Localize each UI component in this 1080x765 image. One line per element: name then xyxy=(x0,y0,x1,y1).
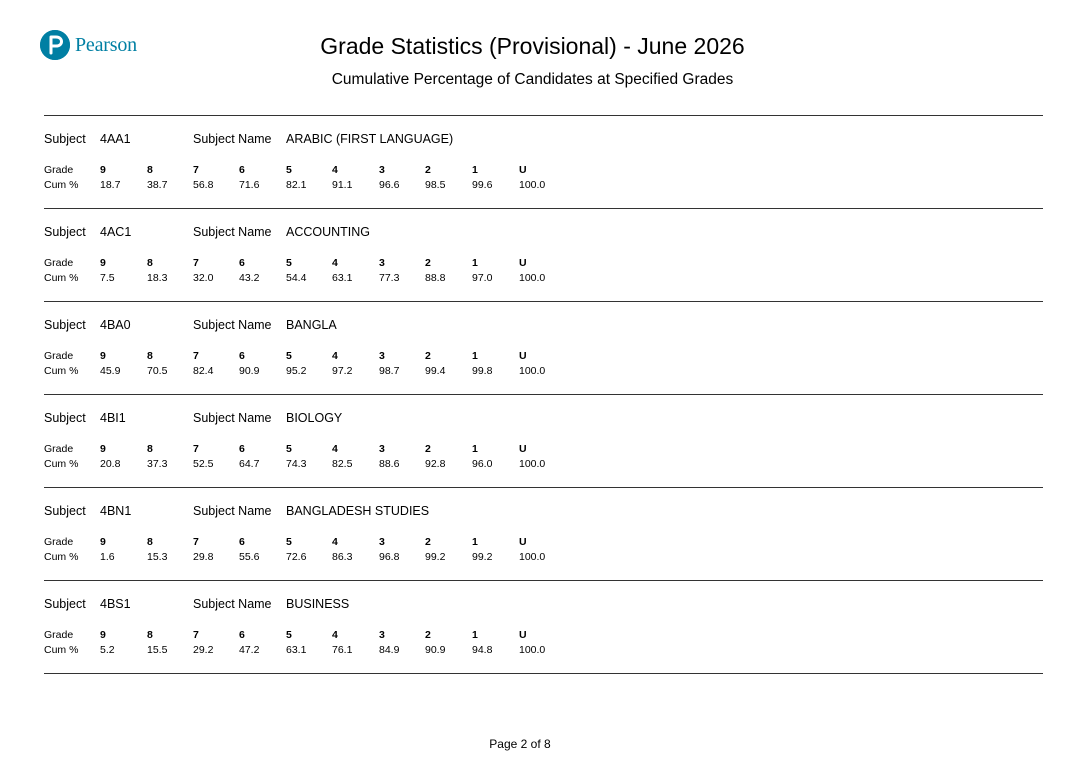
grade-header-cell: 1 xyxy=(472,443,478,455)
subject-code: 4BN1 xyxy=(100,504,132,518)
cum-percent-cell: 56.8 xyxy=(193,179,214,191)
subject-name-label: Subject Name xyxy=(193,132,272,146)
cum-percent-cell: 29.2 xyxy=(193,644,214,656)
grade-header-cell: 5 xyxy=(286,629,292,641)
grade-header-cell: 2 xyxy=(425,629,431,641)
cum-percent-cell: 20.8 xyxy=(100,458,121,470)
subject-code: 4BS1 xyxy=(100,597,131,611)
cum-percent-cell: 45.9 xyxy=(100,365,121,377)
subject-name-label: Subject Name xyxy=(193,225,272,239)
cum-percent-cell: 91.1 xyxy=(332,179,353,191)
cum-percent-cell: 63.1 xyxy=(286,644,307,656)
subject-name: BANGLADESH STUDIES xyxy=(286,504,430,518)
cum-percent-cell: 97.0 xyxy=(472,272,493,284)
page-title: Grade Statistics (Provisional) - June 2026 xyxy=(320,33,745,59)
grade-header-cell: 1 xyxy=(472,164,478,176)
cum-percent-cell: 64.7 xyxy=(239,458,260,470)
grade-header-cell: 2 xyxy=(425,443,431,455)
cum-percent-cell: 99.6 xyxy=(472,179,493,191)
grade-header-cell: U xyxy=(519,164,527,176)
cum-percent-cell: 86.3 xyxy=(332,551,353,563)
cum-percent-cell: 52.5 xyxy=(193,458,214,470)
cum-percent-cell: 43.2 xyxy=(239,272,260,284)
subject-block xyxy=(44,302,1043,395)
divider xyxy=(44,673,1043,674)
grade-header-cell: 4 xyxy=(332,350,338,362)
grade-header-cell: 8 xyxy=(147,257,153,269)
subject-label: Subject xyxy=(44,318,86,332)
subject-name: ACCOUNTING xyxy=(286,225,371,239)
subject-name-label: Subject Name xyxy=(193,318,272,332)
cum-percent-cell: 100.0 xyxy=(519,458,546,470)
pearson-logo xyxy=(40,30,137,60)
grade-header-cell: 4 xyxy=(332,629,338,641)
grade-header-cell: 6 xyxy=(239,629,245,641)
pearson-logo-icon xyxy=(40,30,70,60)
page-number: Page 2 of 8 xyxy=(489,737,551,751)
cum-percent-cell: 76.1 xyxy=(332,644,353,656)
cum-percent-cell: 18.3 xyxy=(147,272,168,284)
subject-name: ARABIC (FIRST LANGUAGE) xyxy=(286,132,454,146)
cum-percent-cell: 29.8 xyxy=(193,551,214,563)
cum-percent-cell: 99.2 xyxy=(425,551,446,563)
cum-percent-cell: 71.6 xyxy=(239,179,260,191)
subject-code: 4BI1 xyxy=(100,411,126,425)
cum-percent-cell: 94.8 xyxy=(472,644,493,656)
grade-header-cell: 6 xyxy=(239,350,245,362)
cum-percent-cell: 82.5 xyxy=(332,458,353,470)
cum-percent-cell: 100.0 xyxy=(519,272,546,284)
cum-percent-label: Cum % xyxy=(44,458,79,470)
grade-header-cell: 7 xyxy=(193,350,199,362)
grade-header-cell: 5 xyxy=(286,350,292,362)
subject-name-label: Subject Name xyxy=(193,411,272,425)
grade-header-cell: 8 xyxy=(147,350,153,362)
grade-header-cell: 9 xyxy=(100,350,106,362)
grade-label: Grade xyxy=(44,443,74,455)
cum-percent-cell: 90.9 xyxy=(239,365,260,377)
cum-percent-cell: 100.0 xyxy=(519,365,546,377)
cum-percent-cell: 1.6 xyxy=(100,551,115,563)
grade-header-cell: 7 xyxy=(193,443,199,455)
subject-block xyxy=(44,581,1043,674)
subject-block xyxy=(44,488,1043,581)
subject-block xyxy=(44,209,1043,302)
grade-label: Grade xyxy=(44,536,74,548)
grade-header-cell: 3 xyxy=(379,629,385,641)
cum-percent-cell: 92.8 xyxy=(425,458,446,470)
cum-percent-label: Cum % xyxy=(44,272,79,284)
grade-header-cell: 1 xyxy=(472,536,478,548)
cum-percent-cell: 99.2 xyxy=(472,551,493,563)
cum-percent-cell: 96.6 xyxy=(379,179,400,191)
cum-percent-cell: 72.6 xyxy=(286,551,307,563)
grade-header-cell: 1 xyxy=(472,629,478,641)
cum-percent-label: Cum % xyxy=(44,179,79,191)
page-subtitle: Cumulative Percentage of Candidates at Specified Grades xyxy=(331,71,734,88)
cum-percent-cell: 99.8 xyxy=(472,365,493,377)
cum-percent-cell: 7.5 xyxy=(100,272,115,284)
cum-percent-cell: 100.0 xyxy=(519,179,546,191)
grade-header-cell: 9 xyxy=(100,536,106,548)
cum-percent-cell: 32.0 xyxy=(193,272,214,284)
cum-percent-cell: 82.4 xyxy=(193,365,214,377)
cum-percent-cell: 97.2 xyxy=(332,365,353,377)
cum-percent-cell: 15.3 xyxy=(147,551,168,563)
grade-header-cell: 6 xyxy=(239,443,245,455)
grade-label: Grade xyxy=(44,257,74,269)
grade-header-cell: U xyxy=(519,629,527,641)
cum-percent-cell: 54.4 xyxy=(286,272,307,284)
cum-percent-cell: 100.0 xyxy=(519,551,546,563)
grade-header-cell: 3 xyxy=(379,536,385,548)
grade-header-cell: 5 xyxy=(286,164,292,176)
subject-name-label: Subject Name xyxy=(193,597,272,611)
cum-percent-cell: 5.2 xyxy=(100,644,115,656)
pearson-logo-text: Pearson xyxy=(75,33,137,56)
grade-header-cell: 5 xyxy=(286,257,292,269)
grade-header-cell: 5 xyxy=(286,443,292,455)
cum-percent-cell: 99.4 xyxy=(425,365,446,377)
grade-label: Grade xyxy=(44,350,74,362)
cum-percent-label: Cum % xyxy=(44,551,79,563)
subject-code: 4AC1 xyxy=(100,225,132,239)
grade-header-cell: 3 xyxy=(379,350,385,362)
cum-percent-cell: 77.3 xyxy=(379,272,400,284)
cum-percent-cell: 70.5 xyxy=(147,365,168,377)
subject-label: Subject xyxy=(44,597,86,611)
cum-percent-cell: 96.8 xyxy=(379,551,400,563)
grade-header-cell: 9 xyxy=(100,443,106,455)
grade-header-cell: 3 xyxy=(379,443,385,455)
grade-label: Grade xyxy=(44,164,74,176)
grade-header-cell: U xyxy=(519,536,527,548)
grade-header-cell: U xyxy=(519,443,527,455)
grade-header-cell: 4 xyxy=(332,164,338,176)
grade-header-cell: 6 xyxy=(239,257,245,269)
grade-header-cell: 2 xyxy=(425,164,431,176)
grade-header-cell: 2 xyxy=(425,257,431,269)
subject-label: Subject xyxy=(44,504,86,518)
grade-header-cell: 5 xyxy=(286,536,292,548)
grade-header-cell: 1 xyxy=(472,257,478,269)
cum-percent-cell: 74.3 xyxy=(286,458,307,470)
grade-header-cell: U xyxy=(519,257,527,269)
cum-percent-cell: 90.9 xyxy=(425,644,446,656)
grade-header-cell: 8 xyxy=(147,536,153,548)
subject-code: 4AA1 xyxy=(100,132,131,146)
cum-percent-cell: 47.2 xyxy=(239,644,260,656)
grade-header-cell: 7 xyxy=(193,629,199,641)
subject-block xyxy=(44,116,1043,209)
cum-percent-cell: 98.7 xyxy=(379,365,400,377)
grade-header-cell: 2 xyxy=(425,350,431,362)
cum-percent-cell: 15.5 xyxy=(147,644,168,656)
cum-percent-cell: 88.8 xyxy=(425,272,446,284)
subject-label: Subject xyxy=(44,225,86,239)
grade-header-cell: 9 xyxy=(100,164,106,176)
subject-code: 4BA0 xyxy=(100,318,131,332)
cum-percent-label: Cum % xyxy=(44,644,79,656)
cum-percent-cell: 95.2 xyxy=(286,365,307,377)
grade-header-cell: 6 xyxy=(239,164,245,176)
cum-percent-cell: 98.5 xyxy=(425,179,446,191)
grade-label: Grade xyxy=(44,629,74,641)
grade-header-cell: 9 xyxy=(100,257,106,269)
subject-name-label: Subject Name xyxy=(193,504,272,518)
cum-percent-cell: 37.3 xyxy=(147,458,168,470)
grade-header-cell: 7 xyxy=(193,164,199,176)
subject-block xyxy=(44,395,1043,488)
grade-header-cell: 1 xyxy=(472,350,478,362)
cum-percent-cell: 63.1 xyxy=(332,272,353,284)
subject-label: Subject xyxy=(44,411,86,425)
cum-percent-cell: 88.6 xyxy=(379,458,400,470)
subject-name: BANGLA xyxy=(286,318,337,332)
grade-header-cell: 4 xyxy=(332,443,338,455)
grade-header-cell: 8 xyxy=(147,629,153,641)
grade-header-cell: 6 xyxy=(239,536,245,548)
grade-header-cell: 4 xyxy=(332,536,338,548)
cum-percent-cell: 82.1 xyxy=(286,179,307,191)
cum-percent-cell: 100.0 xyxy=(519,644,546,656)
subject-name: BIOLOGY xyxy=(286,411,343,425)
grade-header-cell: 7 xyxy=(193,257,199,269)
cum-percent-cell: 84.9 xyxy=(379,644,400,656)
cum-percent-cell: 18.7 xyxy=(100,179,121,191)
subject-label: Subject xyxy=(44,132,86,146)
cum-percent-label: Cum % xyxy=(44,365,79,377)
grade-header-cell: 3 xyxy=(379,164,385,176)
pearson-p-icon xyxy=(40,30,70,60)
cum-percent-cell: 96.0 xyxy=(472,458,493,470)
grade-header-cell: 3 xyxy=(379,257,385,269)
grade-header-cell: U xyxy=(519,350,527,362)
cum-percent-cell: 55.6 xyxy=(239,551,260,563)
cum-percent-cell: 38.7 xyxy=(147,179,168,191)
subject-name: BUSINESS xyxy=(286,597,350,611)
grade-header-cell: 7 xyxy=(193,536,199,548)
grade-header-cell: 2 xyxy=(425,536,431,548)
grade-header-cell: 9 xyxy=(100,629,106,641)
grade-header-cell: 4 xyxy=(332,257,338,269)
grade-header-cell: 8 xyxy=(147,443,153,455)
grade-header-cell: 8 xyxy=(147,164,153,176)
